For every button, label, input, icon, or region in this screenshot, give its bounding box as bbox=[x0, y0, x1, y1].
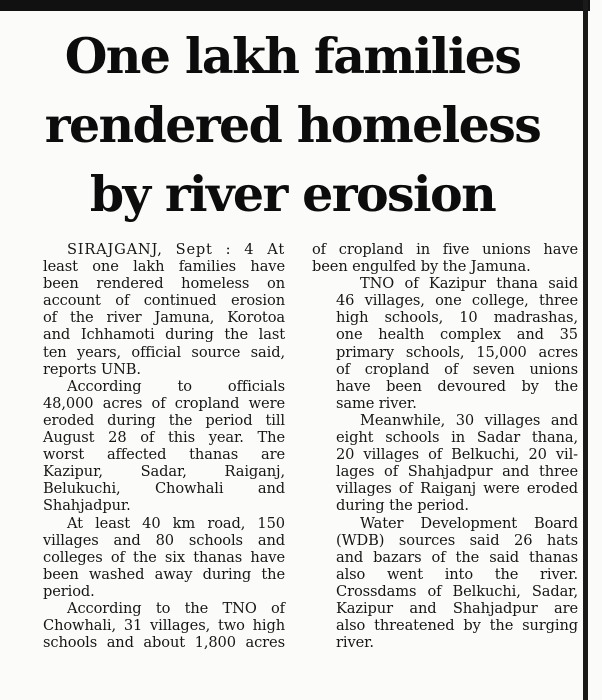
text-line: of cropland in five unions have bbox=[312, 241, 578, 258]
text-line: villages of Raiganj were eroded bbox=[336, 480, 578, 498]
dateline: SIRAJGANJ, Sept : 4 At bbox=[67, 241, 285, 258]
text-line: and Ichhamoti during the last bbox=[43, 326, 285, 344]
paragraph bbox=[19, 241, 285, 378]
text-line: Belukuchi, Chowhali and bbox=[43, 480, 285, 498]
text-line: of the river Jamuna, Korotoa bbox=[43, 309, 285, 327]
text-line: August 28 of this year. The bbox=[43, 429, 285, 447]
text-line: river. bbox=[336, 634, 374, 652]
text-line: account of continued erosion bbox=[43, 292, 285, 310]
text-line: have been devoured by the bbox=[336, 377, 578, 395]
left-column bbox=[19, 241, 285, 651]
paragraph bbox=[312, 412, 578, 515]
text-line: Water Development Board bbox=[360, 514, 578, 532]
text-line: Chowhali, 31 villages, two high bbox=[43, 617, 285, 635]
text-line: schools and about 1,800 acres bbox=[43, 634, 285, 652]
text-line: villages and 80 schools and bbox=[43, 531, 285, 549]
text-line: during the period. bbox=[336, 497, 469, 515]
paragraph bbox=[19, 378, 285, 515]
text-line: ten years, official source said, bbox=[43, 343, 285, 361]
paragraph bbox=[312, 275, 578, 412]
text-line: 46 villages, one college, three bbox=[336, 292, 578, 310]
headline bbox=[10, 22, 575, 229]
text-line: TNO of Kazipur thana said bbox=[360, 275, 578, 293]
text-line: also threatened by the surging bbox=[336, 617, 578, 635]
text-line: same river. bbox=[336, 394, 417, 412]
text-line: period. bbox=[43, 582, 95, 600]
text-line: least one lakh families have bbox=[43, 258, 285, 276]
paragraph bbox=[19, 600, 285, 651]
text-line: Crossdams of Belkuchi, Sadar, bbox=[336, 582, 578, 600]
right-column bbox=[312, 241, 578, 651]
text-line: Shahjadpur. bbox=[43, 497, 131, 515]
text-line: lages of Shahjadpur and three bbox=[336, 463, 578, 481]
headline-line: rendered homeless bbox=[44, 96, 541, 154]
headline-line: One lakh families bbox=[64, 27, 521, 85]
text-line: Kazipur, Sadar, Raiganj, bbox=[43, 463, 285, 481]
text-line: eight schools in Sadar thana, bbox=[336, 429, 578, 447]
text-line: primary schools, 15,000 acres bbox=[336, 343, 578, 361]
top-border-rule bbox=[0, 0, 590, 11]
paragraph bbox=[312, 515, 578, 652]
headline-line: by river erosion bbox=[89, 165, 496, 223]
text-line: 48,000 acres of cropland were bbox=[43, 394, 285, 412]
text-line: eroded during the period till bbox=[43, 411, 285, 429]
text-line: been washed away during the bbox=[43, 565, 285, 583]
paragraph bbox=[312, 241, 578, 275]
text-line: worst affected thanas are bbox=[43, 446, 285, 464]
text-line: been rendered homeless on bbox=[43, 275, 285, 293]
text-line: high schools, 10 madrashas, bbox=[336, 309, 578, 327]
paragraph bbox=[19, 515, 285, 600]
text-line: and bazars of the said thanas bbox=[336, 548, 578, 566]
text-line: According to officials bbox=[67, 377, 285, 395]
text-line: one health complex and 35 bbox=[336, 326, 578, 344]
text-line: of cropland of seven unions bbox=[336, 360, 578, 378]
text-line: reports UNB. bbox=[43, 360, 141, 378]
text-line: Kazipur and Shahjadpur are bbox=[336, 599, 578, 617]
text-line: also went into the river. bbox=[336, 565, 578, 583]
text-line: been engulfed by the Jamuna. bbox=[312, 258, 531, 276]
text-line: At least 40 km road, 150 bbox=[67, 514, 285, 532]
text-line: Meanwhile, 30 villages and bbox=[360, 411, 578, 429]
text-line: (WDB) sources said 26 hats bbox=[336, 531, 578, 549]
text-line: 20 villages of Belkuchi, 20 vil- bbox=[336, 446, 578, 464]
text-line: According to the TNO of bbox=[67, 599, 285, 617]
text-line: colleges of the six thanas have bbox=[43, 548, 285, 566]
right-border-rule bbox=[583, 0, 588, 700]
